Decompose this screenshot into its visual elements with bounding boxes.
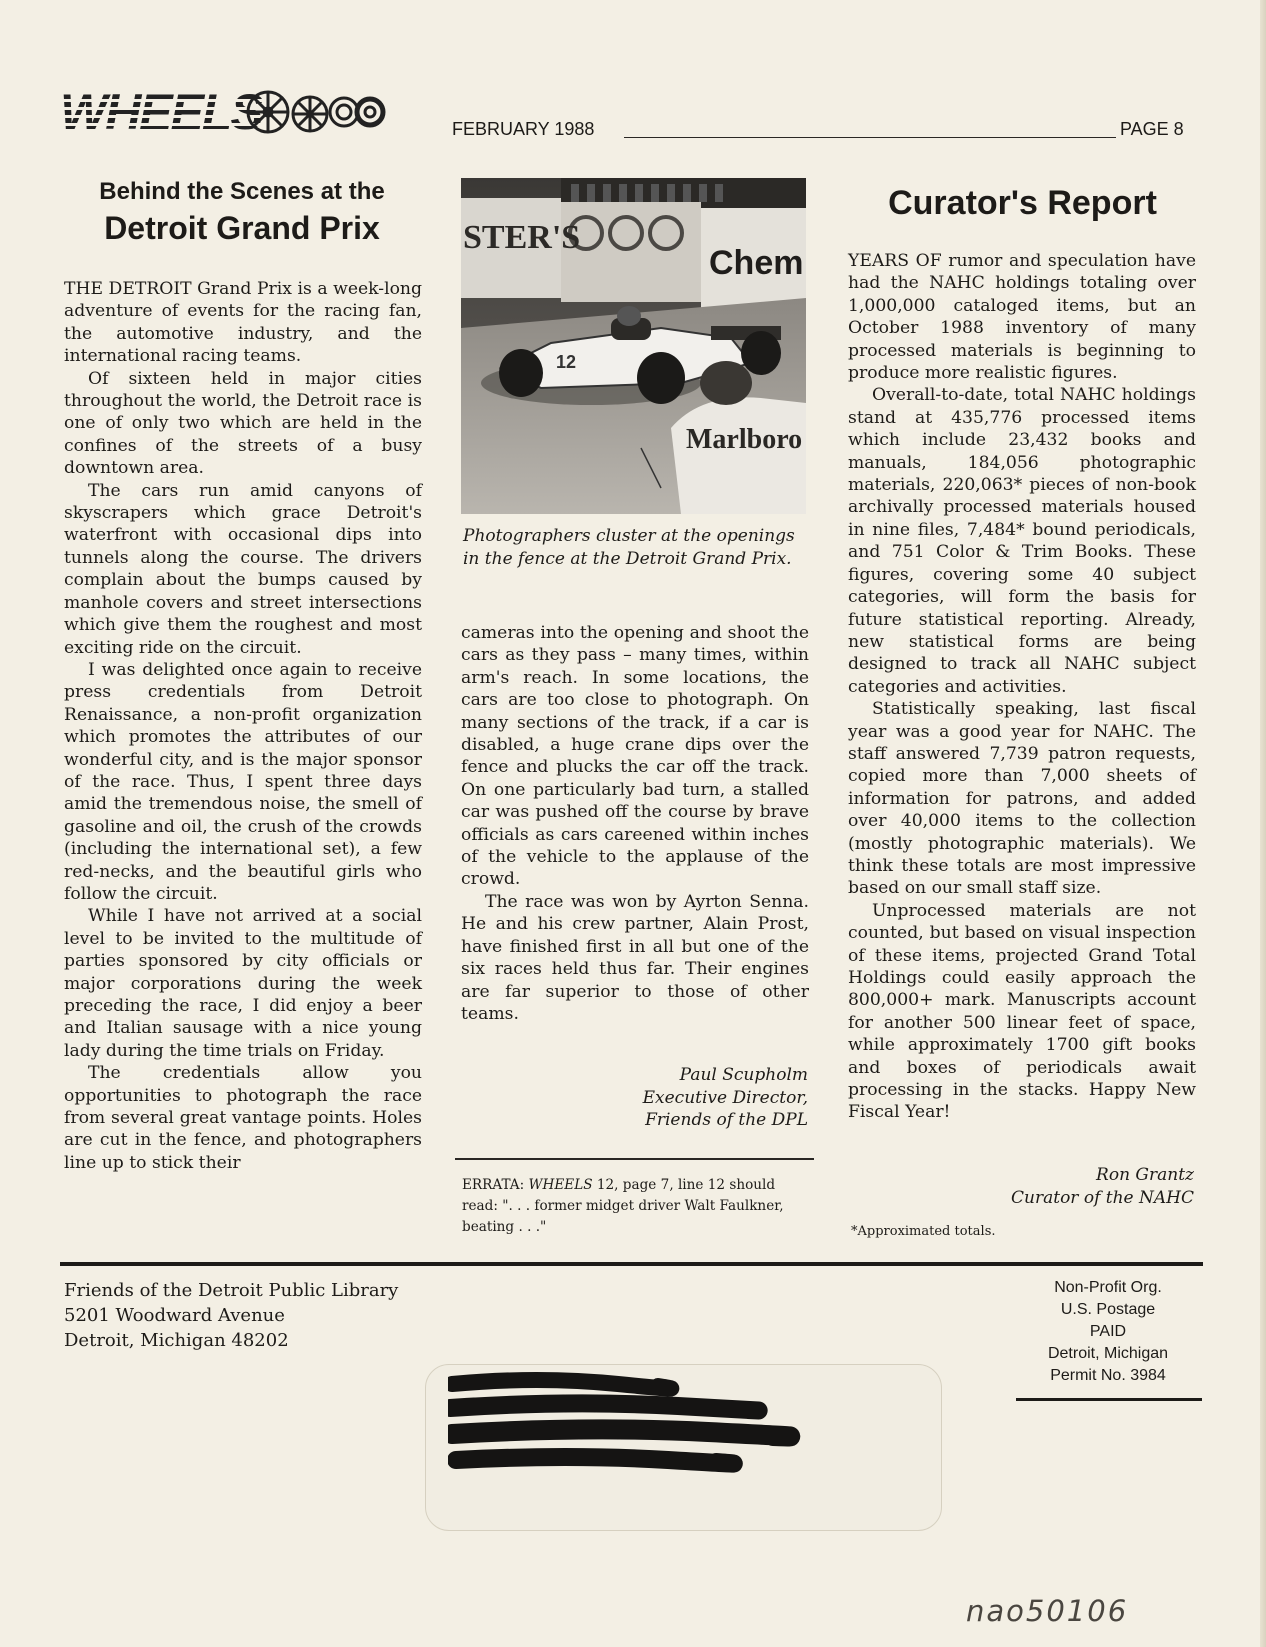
curator-signature bbox=[930, 1164, 1194, 1209]
address-line: Detroit, Michigan 48202 bbox=[64, 1330, 289, 1351]
paragraph: cameras into the opening and shoot the cars as they pass – many times, within arm's reach. In some locations, the cars are too close to photograph. On many sections of the track, if a car is disabled, a huge crane dips over the fence and plucks the car off the track. On one particularly bad turn, a stalled car was pushed off the course by brave officials as cars careened within inches of the vehicle to the applause of the crowd. bbox=[461, 623, 809, 890]
paragraph: The credentials allow you opportunities to photograph the race from several great vantage points. Holes are cut in the fence, and photographers line up to stick their bbox=[64, 1063, 422, 1173]
curators-report-headline: Curator's Report bbox=[888, 184, 1157, 222]
paragraph: The race was won by Ayrton Senna. He and his crew partner, Alain Prost, have finished first in all but one of the six races held thus far. Their engines are far superior to those of other teams. bbox=[461, 891, 809, 1024]
signature-title: Executive Director, bbox=[642, 1087, 808, 1108]
article-headline: Detroit Grand Prix bbox=[104, 210, 380, 246]
curators-report-body bbox=[848, 250, 1196, 1124]
svg-text:12: 12 bbox=[556, 352, 577, 372]
paragraph: The cars run amid canyons of skyscrapers which grace Detroit's waterfront with occasional dips into tunnels along the course. The drivers complain about the bumps caused by manhole covers and street intersections which give them the roughest and most exciting ride on the circuit. bbox=[64, 480, 422, 658]
logo-wordmark: WHEELS bbox=[60, 84, 262, 140]
redacted-address bbox=[448, 1370, 808, 1480]
address-line: Friends of the Detroit Public Library bbox=[64, 1280, 399, 1301]
wheels-icon bbox=[238, 88, 388, 136]
banner-text-chem: Chem bbox=[709, 244, 804, 282]
page-edge bbox=[1260, 0, 1266, 1647]
paragraph: Of sixteen held in major cities throughout the world, the Detroit race is one of only two which are held in the confines of the streets of a busy downtown area. bbox=[64, 368, 422, 479]
postage-line: PAID bbox=[1089, 1323, 1127, 1340]
postage-line: U.S. Postage bbox=[1060, 1301, 1156, 1318]
return-address bbox=[64, 1278, 398, 1353]
errata-rule bbox=[455, 1158, 814, 1160]
banner-text-marlboro: Marlboro bbox=[686, 424, 803, 455]
errata-lead: ERRATA: bbox=[462, 1177, 529, 1193]
race-car-photo-illustration bbox=[461, 178, 806, 514]
signature-title: Curator of the NAHC bbox=[1011, 1187, 1194, 1208]
photo-caption: Photographers cluster at the openings in the fence at the Detroit Grand Prix. bbox=[463, 526, 795, 569]
page-number: PAGE 8 bbox=[1120, 119, 1184, 139]
grand-prix-article-continued bbox=[461, 622, 809, 1025]
article-kicker: Behind the Scenes at the bbox=[99, 178, 385, 205]
paragraph: I was delighted once again to receive press credentials from Detroit Renaissance, a non-profit organization which promotes the attributes of our wonderful city, and is the major sponsor of the race. Thus, I spent three days amid the tremendous noise, the smell of gasoline and oil, the crush of the crowds (including the international set), a few red-necks, and the beautiful girls who follow the circuit. bbox=[64, 659, 422, 904]
paragraph: Statistically speaking, last fiscal year was a good year for NAHC. The staff answered 7,739 patron requests, copied more than 7,000 sheets of information for patrons, and added over 40,000 items to the collection (mostly photographic materials). We think these totals are most impressive based on our small staff size. bbox=[848, 699, 1196, 899]
signature-org: Friends of the DPL bbox=[645, 1110, 808, 1130]
postage-rule bbox=[1016, 1398, 1202, 1401]
postage-line: Permit No. 3984 bbox=[1050, 1367, 1166, 1384]
paragraph: While I have not arrived at a social level to be invited to the multitude of parties sponsored by city officials or major corporations during the week preceding the race, I did enjoy a beer and Italian sausage with a nice young lady during the time trials on Friday. bbox=[64, 906, 422, 1061]
handwritten-accession-number: nao50106 bbox=[966, 1594, 1129, 1628]
paragraph: Overall-to-date, total NAHC holdings stand at 435,776 processed items which include 23,432 books and manuals, 184,056 photographic materials, 220,063* pieces of non-book archivally processed materials housed in nine files, 7,484* bound periodicals, and 751 Color & Trim Books. These figures, covering some 40 subject categories, will form the basis for future statistical reporting. Already, new statistical forms are being designed to track all NAHC subject categories and activities. bbox=[848, 385, 1196, 697]
author-signature bbox=[560, 1064, 808, 1132]
issue-date: FEBRUARY 1988 bbox=[452, 119, 595, 139]
address-line: 5201 Woodward Avenue bbox=[64, 1305, 285, 1326]
errata-note bbox=[462, 1175, 812, 1238]
signature-name: Ron Grantz bbox=[1096, 1165, 1194, 1185]
paragraph: YEARS OF rumor and speculation have had the NAHC holdings totaling over 1,000,000 cataloged items, but an October 1988 inventory of many processed materials is beginning to produce more realistic figures. bbox=[848, 251, 1196, 384]
errata-text: 12, page 7, line 12 should read: ". . . former midget driver Walt Faulkner, beating . . ." bbox=[462, 1177, 784, 1235]
paragraph: THE DETROIT Grand Prix is a week-long adventure of events for the racing fan, the automotive industry, and the international racing teams. bbox=[64, 279, 422, 367]
postage-line: Detroit, Michigan bbox=[1047, 1345, 1169, 1362]
paragraph: Unprocessed materials are not counted, but based on visual inspection of these items, projected Grand Total Holdings could easily approach the 800,000+ mark. Manuscripts account for another 500 linear feet of space, while approximately 1700 gift books and boxes of periodicals await processing in the stacks. Happy New Fiscal Year! bbox=[848, 900, 1196, 1123]
grand-prix-article-body bbox=[64, 278, 422, 1174]
race-photo bbox=[461, 178, 806, 514]
bottom-rule bbox=[60, 1262, 1203, 1266]
footnote: *Approximated totals. bbox=[851, 1224, 996, 1239]
signature-name: Paul Scupholm bbox=[679, 1065, 808, 1085]
header-rule bbox=[624, 137, 1116, 138]
postage-indicia bbox=[1018, 1277, 1198, 1387]
errata-publication: WHEELS bbox=[528, 1177, 593, 1193]
banner-text-sters: STER'S bbox=[463, 219, 581, 256]
wheels-logo bbox=[60, 86, 370, 138]
postage-line: Non-Profit Org. bbox=[1054, 1279, 1162, 1296]
